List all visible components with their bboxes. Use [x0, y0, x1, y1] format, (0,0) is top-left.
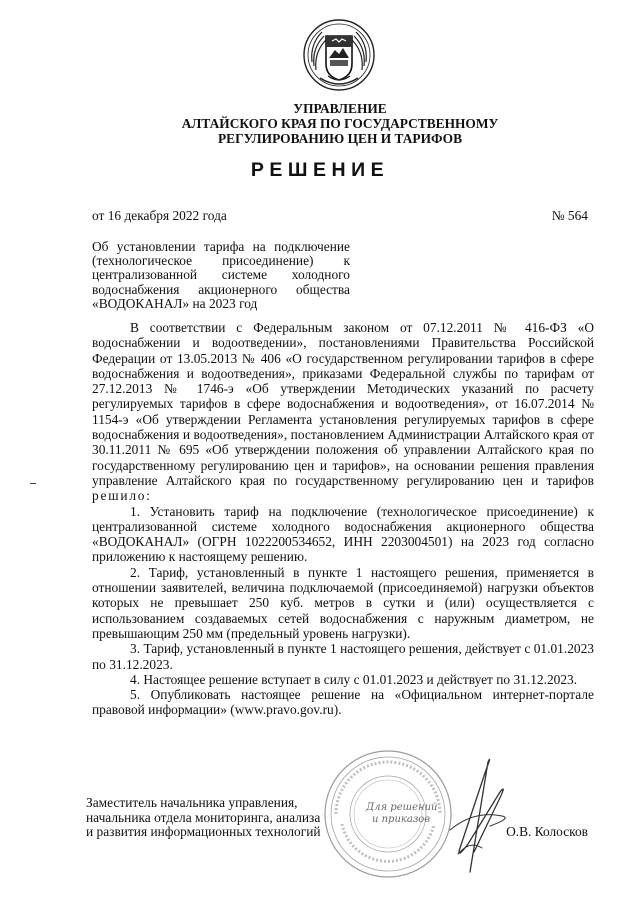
- signatory-name: О.В. Колосков: [506, 824, 588, 839]
- preamble-text: В соответствии с Федеральным законом от 07.12.2011 № 416-ФЗ «О водоснабжении и водоотведении», постановлениями Правительства Российской Федерации от 13.05.2013 № 406 «О государственном регулировании тарифов в сфере водоснабжения и водоотведения», приказами Федеральной службы по тарифам от 27.12.2013 № 1746-э «Об утверждении Методических указаний по расчету регулируемых тарифов в сфере водоснабжения и водоотведения», от 16.07.2014 № 1154-э «Об утверждении Регламента установления регулируемых тарифов в сфере водоснабжения и водоотведения», постановлением Администрации Алтайского края от 30.11.2011 № 695 «Об утверждении положения об управлении Алтайского края по государственному регулированию цен и тарифов», на основании решения правления управление Алтайского края по государственному регулированию цен и тарифов: [92, 320, 594, 488]
- subject-line: Об установлении тарифа на подключение: [92, 239, 350, 254]
- stamp-text-1: Для решений: [366, 802, 438, 813]
- item-3: 3. Тариф, установленный в пункте 1 настоящего решения, действует с 01.01.2023 по 31.12.2023.: [92, 641, 594, 672]
- signatory-position: [86, 796, 321, 840]
- document-number: № 564: [551, 208, 588, 223]
- item-4: 4. Настоящее решение вступает в силу с 01.01.2023 и действует по 31.12.2023.: [130, 671, 578, 687]
- item-1: 1. Установить тариф на подключение (технологическое присоединение) к централизованной системе холодного водоснабжения акционерного общества «ВОДОКАНАЛ» (ОГРН 1022200534652, ИНН 2203004501) на 2023 год согласно приложению к настоящему решению.: [92, 503, 594, 565]
- subject-line: централизованной системе холодного: [92, 267, 350, 283]
- preamble-paragraph: [92, 320, 594, 504]
- item-2: 2. Тариф, установленный в пункте 1 настоящего решения, применяется в отношении заявителей, величина подключаемой (присоединяемой) нагрузки объектов которых не превышает 250 куб. метров в сутки и (или) осуществляется с использованием создаваемых сетей водоснабжения с наружным диаметром, не превышающим 250 мм (предельный уровень нагрузки).: [92, 564, 594, 641]
- handwritten-signature: [430, 752, 516, 880]
- position-line-1: Заместитель начальника управления,: [86, 795, 298, 810]
- margin-mark: [30, 483, 36, 484]
- document-type: РЕШЕНИЕ: [250, 159, 390, 181]
- document-body: [92, 320, 594, 718]
- item-5: 5. Опубликовать настоящее решение на «Официальном интернет-портале правовой информации» (www.pravo.gov.ru).: [92, 687, 594, 718]
- resolved-word: решило:: [92, 488, 152, 504]
- position-line-3: и развития информационных технологий: [86, 824, 321, 840]
- subject-line: «ВОДОКАНАЛ» на 2023 год: [92, 295, 258, 311]
- document-subject: [92, 240, 350, 311]
- position-line-2: начальника отдела мониторинга, анализа: [86, 809, 321, 825]
- document-date: от 16 декабря 2022 года: [92, 208, 227, 223]
- stamp-text-2: и приказов: [372, 814, 431, 825]
- org-line-2: АЛТАЙСКОГО КРАЯ ПО ГОСУДАРСТВЕННОМУ: [181, 116, 499, 131]
- org-line-3: РЕГУЛИРОВАНИЮ ЦЕН И ТАРИФОВ: [217, 131, 463, 146]
- subject-line: (технологическое присоединение) к: [92, 253, 350, 269]
- coat-of-arms-icon: [302, 18, 376, 92]
- org-line-1: УПРАВЛЕНИЕ: [293, 101, 387, 116]
- organization-name: [120, 101, 560, 146]
- subject-line: водоснабжения акционерного общества: [92, 281, 350, 297]
